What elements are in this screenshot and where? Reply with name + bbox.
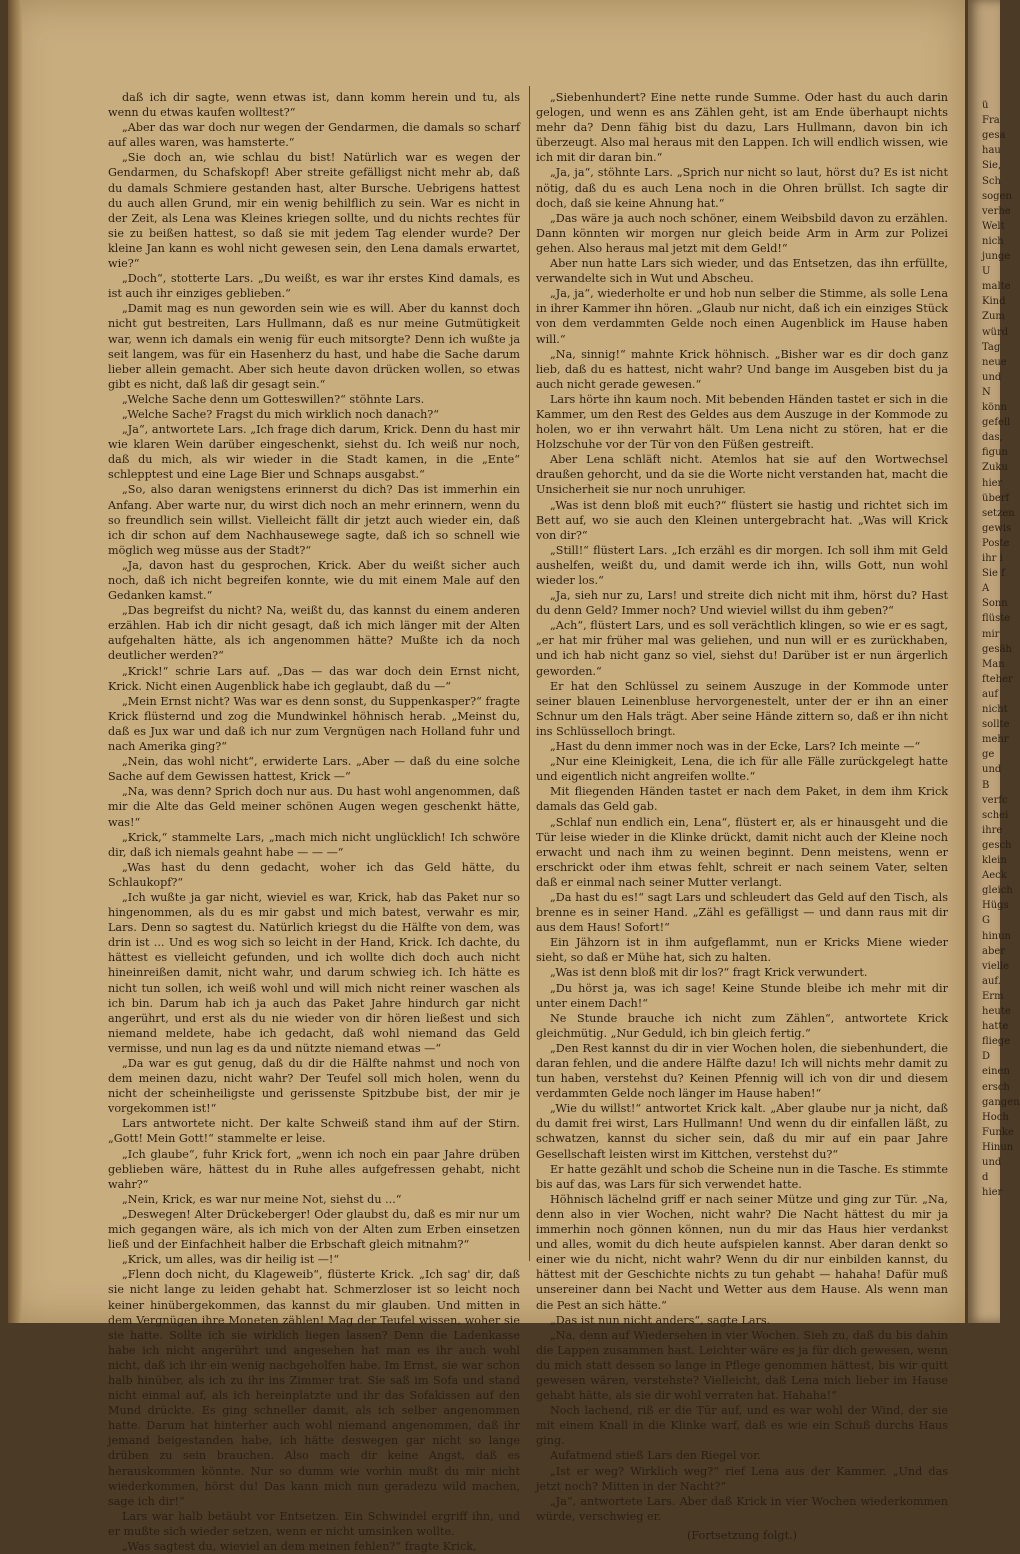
- paragraph: Aufatmend stieß Lars den Riegel vor.: [550, 1449, 761, 1463]
- next-page-text-fragment: und: [982, 764, 1002, 776]
- next-page-text-fragment: verfc: [982, 794, 1008, 806]
- next-page-text-fragment: fliege: [982, 1036, 1011, 1048]
- paragraph: „Damit mag es nun geworden sein wie es will. Aber du kannst doch nicht gut bestreiten, Lars Hullmann, daß es nur meine Gutmütigkeit war, wenn ich damals ein wenig für euch mitsorgte? Denn ich wußte ja seit langem, was für ein Hasenherz du hast, und habe die Sache darum lieber allein gemacht. Aber sich heute davon drücken wollen, so etwas gibt es nicht, daß laß dir gesagt sein.“: [108, 302, 520, 391]
- next-page-text-fragment: das,: [982, 432, 1003, 444]
- next-page-text-fragment: malte: [982, 281, 1011, 293]
- next-page-text-fragment: D: [982, 1051, 991, 1063]
- paragraph: „Na, sinnig!“ mahnte Krick höhnisch. „Bisher war es dir doch ganz lieb, daß du es hattest, nicht wahr? Und bange im Ausgeben bist du ja auch nicht gerade gewesen.“: [536, 347, 948, 391]
- paragraph: Ein Jähzorn ist in ihm aufgeflammt, nun er Kricks Miene wieder sieht, so daß er Mühe hat, sich zu halten.: [536, 936, 948, 965]
- next-page-text-fragment: figun: [982, 447, 1008, 459]
- paragraph: „Ja, davon hast du gesprochen, Krick. Aber du weißt sicher auch noch, daß ich nicht begreifen konnte, wie du mit einem Male auf den Gedanken kamst.“: [108, 558, 520, 603]
- paragraph: „Was ist denn bloß mit euch?“ flüstert sie hastig und richtet sich im Bett auf, wo sie auch den Kleinen untergebracht hat. „Was will Krick von dir?“: [536, 498, 948, 542]
- paragraph: „Nein, Krick, es war nur meine Not, siehst du ...“: [122, 1192, 402, 1206]
- next-page-text-fragment: Zuku: [982, 462, 1008, 474]
- next-page-text-fragment: Sie f: [982, 568, 1005, 580]
- next-page-text-fragment: Kind: [982, 296, 1006, 308]
- next-page-text-fragment: mir: [982, 628, 1000, 640]
- next-page-text-fragment: Sch: [982, 175, 1001, 187]
- newspaper-page: [8, 0, 965, 1553]
- paragraph: „Ja“, antwortete Lars. Aber daß Krick in vier Wochen wiederkommen würde, verschwieg er.: [536, 1494, 948, 1523]
- paragraph: „Krick!“ schrie Lars auf. „Das — das war doch dein Ernst nicht, Krick. Nicht einen Augenblick habe ich geglaubt, daß du —“: [108, 664, 520, 693]
- next-page-text-fragment: auf: [982, 688, 999, 700]
- next-page-text-fragment: B: [982, 779, 990, 791]
- paragraph: „Das begreifst du nicht? Na, weißt du, das kannst du einem anderen erzählen. Hab ich dir nicht gesagt, daß ich mich länger mit der Alten aufgehalten hätte, als ich angenommen hätte? Mußte ich da noch deutlicher werden?“: [108, 604, 520, 663]
- paragraph: „Flenn doch nicht, du Klageweib“, flüsterte Krick. „Ich sag' dir, daß sie nicht lange zu leiden gehabt hat. Schmerzloser ist so leicht noch keiner hinübergekommen, das kannst du mir glauben. Und mitten in dem Vergnügen ihre Moneten zählen! Mag der Teufel wissen, woher sie sie hatte. Sollte ich sie wirklich liegen lassen? Denn die Ladenkasse habe ich nicht angerührt und angesehen hat man es ihr auch wohl nicht, daß ich ihr ein wenig nachgeholfen habe. Im Ernst, sie war schon halb hinüber, als ich zu ihr ins Zimmer trat. Sie saß im Sofa und stand nicht einmal auf, als ich hereinplatzte und ihr das Sofakissen auf den Mund drückte. Es ging schneller damit, als ich selber angenommen hatte. Darum hat hinterher auch wohl niemand angenommen, daß ihr jemand beigestanden habe, ich hätte deswegen gar nicht so lange drüben zu sein brauchen. Also mach dir keine Angst, daß es herauskommen könnte. Nur so dumm wie vorhin mußt du mir nicht wiederkommen, hörst du! Das kann mich nun geradezu wild machen, sage ich dir!“: [108, 1268, 520, 1508]
- next-page-text-fragment: und: [982, 1157, 1002, 1168]
- paragraph: „Welche Sache denn um Gotteswillen?“ stöhnte Lars.: [122, 392, 425, 406]
- next-page-text-fragment: hatte: [982, 1021, 1009, 1033]
- next-page-text-fragment: nicht: [982, 704, 1008, 715]
- paragraph: „Schlaf nun endlich ein, Lena“, flüstert er, als er hinausgeht und die Tür leise wieder in die Klinke drückt, damit nicht auch der Kleine noch erwacht und nach ihm zu weinen beginnt. Denn meistens, wenn er erschrickt oder ihm etwas fehlt, schreit er nach seinem Vater, selten daß er einmal nach seiner Mutter verlangt.: [536, 815, 948, 889]
- next-page-text-fragment: flüste: [982, 613, 1011, 625]
- next-page-text-fragment: Man: [982, 658, 1005, 670]
- paragraph: „So, also daran wenigstens erinnerst du dich? Das ist immerhin ein Anfang. Aber warte nur, du wirst dich noch an mehr erinnern, wenn du so freundlich sein willst. Vielleicht fällt dir jetzt auch wieder ein, daß ich dir schon auf dem Nachhausewege sagte, daß ich so schnell wie möglich weg müsse aus der Stadt?“: [108, 483, 520, 557]
- next-page-text-fragment: schei: [982, 809, 1009, 821]
- next-page-text-fragment: einen: [982, 1066, 1010, 1078]
- next-page-text-fragment: und: [982, 371, 1002, 383]
- next-page-text-fragment: hier: [982, 477, 1003, 489]
- next-page-text-fragment: sogen: [982, 190, 1012, 202]
- next-page-text-fragment: gewis: [982, 522, 1012, 534]
- next-page-text-fragment: junge: [982, 251, 1011, 262]
- paragraph: „Krick,“ stammelte Lars, „mach mich nicht unglücklich! Ich schwöre dir, daß ich niemals geahnt habe — — —“: [108, 830, 520, 859]
- next-page-text-fragment: fteher: [982, 673, 1013, 685]
- next-page-text-fragment: Hinun: [982, 1141, 1014, 1153]
- paragraph: „Aber das war doch nur wegen der Gendarmen, die damals so scharf auf alles waren, was hamsterte.“: [108, 121, 520, 150]
- next-page-text-fragment: Tag: [982, 341, 1001, 353]
- next-page-text-fragment: aber: [982, 945, 1006, 957]
- next-page-text-fragment: A: [982, 583, 990, 595]
- next-page-text-fragment: gefell: [982, 417, 1011, 429]
- paragraph: „Nur eine Kleinigkeit, Lena, die ich für alle Fälle zurückgelegt hatte und eigentlich nicht angreifen wollte.“: [536, 755, 948, 784]
- next-page-text-fragment: gesch: [982, 839, 1012, 851]
- paragraph: „Ja“, antwortete Lars. „Ich frage dich darum, Krick. Denn du hast mir wie klaren Wein darüber eingeschenkt, siehst du. Ich weiß nur noch, daß du mich, als wir wieder in die Stadt kamen, in die „Ente“ schlepptest und eine Lage Bier und Schnaps ausgabst.“: [108, 423, 520, 482]
- paragraph: Er hatte gezählt und schob die Scheine nun in die Tasche. Es stimmte bis auf das, was Lars für sich verwendet hatte.: [536, 1162, 948, 1191]
- next-page-text-fragment: d: [982, 1172, 989, 1184]
- next-page-text-fragment: Sonn: [982, 598, 1008, 610]
- right-text-column: [536, 90, 948, 1542]
- next-page-text-fragment: ü: [982, 100, 989, 111]
- next-page-text-fragment: Welt: [982, 220, 1005, 232]
- next-page-text-fragment: überf: [982, 492, 1010, 504]
- paragraph: „Ja, ja“, wiederholte er und hob nun selber die Stimme, als solle Lena in ihrer Kammer ihn hören. „Glaub nur nicht, daß ich ein einziges Stück von dem verdammten Gelde noch einen Augenblick im Hause haben will.“: [536, 287, 948, 346]
- next-page-text-fragment: setzen: [982, 507, 1015, 519]
- paragraph: Lars hörte ihn kaum noch. Mit bebenden Händen tastet er sich in die Kammer, um den Rest des Geldes aus dem Auszuge in der Kommode zu holen, wo er ihn verwahrt hält. Um Lena nicht zu stören, hat er die Holzschuhe vor der Tür von den Füßen gestreift.: [536, 392, 948, 452]
- next-page-text-fragment: sollte: [982, 719, 1010, 731]
- paragraph: „Den Rest kannst du dir in vier Wochen holen, die siebenhundert, die daran fehlen, und die andere Hälfte dazu! Ich will nichts mehr damit zu tun haben, verstehst du? Keinen Pfennig will ich von dir und diesem verdammten Gelde noch länger im Hause haben!“: [536, 1041, 948, 1101]
- paragraph: „Du hörst ja, was ich sage! Keine Stunde bleibe ich mehr mit dir unter einem Dach!“: [536, 981, 948, 1010]
- paragraph: „Deswegen! Alter Drückeberger! Oder glaubst du, daß es mir nur um mich gegangen wäre, als ich mich von der Alten zum Erben einsetzen ließ und der Einfachheit halber die Erbschaft gleich mitnahm?“: [108, 1207, 520, 1252]
- next-page-text-fragment: ihr i: [982, 553, 1003, 564]
- paragraph: „Na, was denn? Sprich doch nur aus. Du hast wohl angenommen, daß mir die Alte das Geld meiner schönen Augen wegen geschenkt hätte, was!“: [108, 785, 520, 829]
- next-page-text-fragment: Hügs: [982, 900, 1009, 912]
- next-page-text-fragment: verhe: [982, 205, 1011, 217]
- paragraph: „Da war es gut genug, daß du dir die Hälfte nahmst und noch von dem meinen dazu, nicht wahr? Der Teufel soll mich holen, wenn du nicht der scheinheiligste und gerissenste Spitzbube bist, der mir je vorgekommen ist!“: [108, 1057, 520, 1116]
- next-page-text-fragment: gesäh: [982, 643, 1012, 655]
- next-page-text-fragment: Erm: [982, 990, 1004, 1002]
- next-page-text-fragment: ge: [982, 749, 995, 761]
- adjacent-page-fragment: [968, 0, 1020, 1323]
- next-page-text-fragment: auf.: [982, 975, 1001, 987]
- next-page-text-fragment: hau: [982, 145, 1001, 157]
- paragraph: Noch lachend, riß er die Tür auf, und es war wohl der Wind, der sie mit einem Knall in die Klinke warf, daß es wie ein Schuß durchs Haus ging.: [536, 1404, 948, 1448]
- next-page-text-fragment: ihre: [982, 824, 1003, 836]
- paragraph: „Das wäre ja auch noch schöner, einem Weibsbild davon zu erzählen. Dann könnten wir morgen nur gleich beide Arm in Arm zur Polizei gehen. Also heraus mal jetzt mit dem Geld!“: [536, 211, 948, 255]
- next-page-text-fragment: hinun: [982, 930, 1011, 942]
- paragraph: „Ich glaube“, fuhr Krick fort, „wenn ich noch ein paar Jahre drüben geblieben wäre, hättest du in Ruhe alles aufgefressen gehabt, nicht wahr?“: [108, 1147, 520, 1191]
- paragraph: „Ist er weg? Wirklich weg?“ rief Lena aus der Kammer. „Und das jetzt noch? Mitten in der Nacht?“: [536, 1464, 948, 1493]
- next-page-text-fragment: Fra: [982, 115, 1000, 127]
- paragraph: „Welche Sache? Fragst du mich wirklich noch danach?“: [122, 407, 440, 421]
- paragraph: „Sie doch an, wie schlau du bist! Natürlich war es wegen der Gendarmen, du Schafskopf! Aber streite gefälligst nicht mehr ab, daß du damals Schmiere gestanden hast, alter Bursche. Uebrigens hattest du auch allen Grund, mir ein wenig behilflich zu sein. War es nicht in der Zeit, als Lena was Kleines kriegen sollte, und du nichts rechtes für sie zu beißen hattest, so daß sie mit jedem Tag elender wurde? Der kleine Jan kann es wohl nicht gewesen sein, den Lena damals erwartet, wie?“: [108, 151, 520, 271]
- paragraph: Aber Lena schläft nicht. Atemlos hat sie auf den Wortwechsel draußen gehorcht, und da sie die Worte nicht verstanden hat, macht die Unsicherheit sie nur noch unruhiger.: [536, 453, 948, 497]
- next-page-text-fragment: gesa: [982, 130, 1006, 142]
- next-page-text-fragment: Sie,: [982, 160, 1002, 172]
- next-page-text-fragment: heute: [982, 1006, 1011, 1017]
- paragraph: „Still!“ flüstert Lars. „Ich erzähl es dir morgen. Ich soll ihm mit Geld aushelfen, weißt du, und damit werde ich ihn, wills Gott, nun wohl wieder los.“: [536, 543, 948, 587]
- paragraph: Lars antwortete nicht. Der kalte Schweiß stand ihm auf der Stirn. „Gott! Mein Gott!“ stammelte er leise.: [108, 1117, 520, 1146]
- paragraph: daß ich dir sagte, wenn etwas ist, dann komm herein und tu, als wenn du etwas kaufen wolltest?“: [108, 91, 520, 120]
- column-divider: [529, 86, 530, 1261]
- next-page-text-fragment: Zum: [982, 311, 1005, 323]
- paragraph: „Das ist nun nicht anders“, sagte Lars.: [550, 1313, 771, 1327]
- paragraph: „Ich wußte ja gar nicht, wieviel es war, Krick, hab das Paket nur so hingenommen, als du es mir gabst und mich batest, verwahr es mir, Lars. Denn so sagtest du. Natürlich kriegst du die Hälfte von dem, was drin ist ... Und es wog sich so leicht in der Hand, Krick. Ich dachte, du hättest es vielleicht gefunden, und ich wollte dich doch auch nicht hineinreißen damit, nicht wahr, und darum schwieg ich. Ich hätte es nicht tun sollen, ich weiß wohl und will mich nicht reiner waschen als ich bin. Darum hab ich ja auch das Paket Jahre hindurch gar nicht angerührt, und erst als du nie wieder von dir hören ließest und sich niemand meldete, habe ich gedacht, daß wohl niemand das Geld vermisse, und nun lag es da und nützte niemand etwas —“: [108, 890, 520, 1055]
- page-edge: [8, 0, 22, 1323]
- paragraph: „Was ist denn bloß mit dir los?“ fragt Krick verwundert.: [550, 966, 868, 980]
- paragraph: „Hast du denn immer noch was in der Ecke, Lars? Ich meinte —“: [550, 740, 921, 754]
- left-text-column: [108, 90, 520, 1553]
- paragraph: „Siebenhundert? Eine nette runde Summe. Oder hast du auch darin gelogen, und wenn es ans Zählen geht, ist am Ende überhaupt nichts mehr da? Denn fähig bist du dazu, Lars Hullmann, davon bin ich überzeugt. Also mal heraus mit den Lappen. Ich will endlich wissen, wie ich mit dir daran bin.“: [536, 91, 948, 165]
- next-page-text-fragment: würd: [982, 326, 1009, 338]
- paragraph: „Ach“, flüstert Lars, und es soll verächtlich klingen, so wie er es sagt, „er hat mir früher mal was geliehen, und nun will er es zurückhaben, und ich hab nicht ganz so viel, siehst du! Darüber ist er nun ärgerlich geworden.“: [536, 619, 948, 678]
- next-page-text-fragment: könn: [982, 402, 1007, 413]
- paragraph: „Wie du willst!“ antwortet Krick kalt. „Aber glaube nur ja nicht, daß du damit frei wirst, Lars Hullmann! Und wenn du dir einfallen läßt, zu schwatzen, kannst du sicher sein, daß du mir auf ein paar Jahre Gesellschaft leisten wirst im Kittchen, verstehst du?“: [536, 1102, 948, 1161]
- next-page-text-fragment: ersch: [982, 1081, 1010, 1093]
- next-page-text-fragment: mehr: [982, 734, 1009, 746]
- paragraph: Höhnisch lächelnd griff er nach seiner Mütze und ging zur Tür. „Na, denn also in vier Wochen, nicht wahr? Die Nacht hättest du mir ja immerhin noch gönnen können, nun du mir das Haus hier verdankst und alles, womit du dich heute aufspielen kannst. Aber daran denkt so einer wie du nicht, nicht wahr? Wenn du dir nur einbilden kannst, du hättest mit der Geschichte nichts zu tun gehabt — hahaha! Dafür muß unsereiner dann bei Nacht und Wetter aus dem Hause. Als wenn man die Pest an sich hätte.“: [536, 1192, 948, 1312]
- paragraph: „Was sagtest du, wieviel an dem meinen fehlen?“ fragte Krick,: [122, 1540, 477, 1553]
- next-page-text-fragment: N: [982, 386, 991, 398]
- next-page-text-fragment: Funke: [982, 1126, 1014, 1138]
- paragraph: „Ja, sieh nur zu, Lars! und streite dich nicht mit ihm, hörst du? Hast du denn Geld? Immer noch? Und wieviel willst du ihm geben?“: [536, 589, 948, 618]
- next-page-text-fragment: klein: [982, 855, 1007, 866]
- paragraph: Aber nun hatte Lars sich wieder, und das Entsetzen, das ihn erfüllte, verwandelte sich in Wut und Abscheu.: [536, 257, 948, 286]
- next-page-text-fragment: nich: [982, 235, 1004, 247]
- paragraph: Ne Stunde brauche ich nicht zum Zählen“, antwortete Krick gleichmütig. „Nur Geduld, ich bin gleich fertig.“: [536, 1011, 948, 1040]
- next-page-text-fragment: vielle: [982, 960, 1010, 972]
- paragraph: Mit fliegenden Händen tastet er nach dem Paket, in dem ihm Krick damals das Geld gab.: [536, 785, 948, 814]
- next-page-text-fragment: gangen: [982, 1096, 1020, 1108]
- paragraph: „Ja, ja“, stöhnte Lars. „Sprich nur nicht so laut, hörst du? Es ist nicht nötig, daß du es auch Lena noch in die Ohren brüllst. Ich sagte dir doch, daß sie keine Ahnung hat.“: [536, 166, 948, 210]
- paragraph: Lars war halb betäubt vor Entsetzen. Ein Schwindel ergriff ihn, und er mußte sich wieder setzen, wenn er nicht umsinken wollte.: [108, 1509, 520, 1538]
- continued-note: (Fortsetzung folgt.): [686, 1528, 797, 1542]
- paragraph: „Na, denn auf Wiedersehen in vier Wochen. Sieh zu, daß du bis dahin die Lappen zusammen hast. Leichter wäre es ja für dich gewesen, wenn du mich statt dessen so lange in Pflege genommen hättest, bis wir quitt gewesen wären, verstehste? Vielleicht, daß Lena mich lieber im Hause gehabt hätte, als sie dir wohl verraten hat. Hahaha!“: [536, 1328, 948, 1403]
- paragraph: „Was hast du denn gedacht, woher ich das Geld hätte, du Schlaukopf?“: [108, 860, 520, 889]
- paragraph: „Krick, um alles, was dir heilig ist —!“: [122, 1253, 340, 1267]
- next-page-text-fragment: hier: [982, 1187, 1003, 1199]
- next-page-text-fragment: U: [982, 266, 991, 278]
- next-page-text-fragment: G: [982, 915, 990, 927]
- paragraph: „Da hast du es!“ sagt Lars und schleudert das Geld auf den Tisch, als brenne es in seiner Hand. „Zähl es gefälligst — und dann raus mit dir aus dem Haus! Sofort!“: [536, 890, 948, 935]
- paragraph: „Doch“, stotterte Lars. „Du weißt, es war ihr erstes Kind damals, es ist auch ihr einziges geblieben.“: [108, 272, 520, 301]
- paragraph: „Mein Ernst nicht? Was war es denn sonst, du Suppenkasper?“ fragte Krick flüsternd und zog die Mundwinkel höhnisch herab. „Meinst du, daß es Jux war und daß ich nur zum Vergnügen nach Holland fuhr und nach Amerika ging?“: [108, 694, 520, 754]
- next-page-text-fragment: gleich: [982, 885, 1013, 897]
- next-page-text-fragment: Aeck: [982, 870, 1007, 882]
- paragraph: „Nein, das wohl nicht“, erwiderte Lars. „Aber — daß du eine solche Sache auf dem Gewissen hattest, Krick —“: [108, 755, 520, 784]
- next-page-text-fragment: Poste: [982, 537, 1010, 549]
- next-page-text-fragment: Hoch: [982, 1111, 1009, 1123]
- next-page-text-fragment: neue: [982, 356, 1007, 368]
- paragraph: Er hat den Schlüssel zu seinem Auszuge in der Kommode unter seiner blauen Leinenbluse hervorgenestelt, unter der er ihn an einer Schnur um den Hals trägt. Aber seine Hände zittern so, daß er ihn nicht ins Schlüsselloch bringt.: [536, 679, 948, 738]
